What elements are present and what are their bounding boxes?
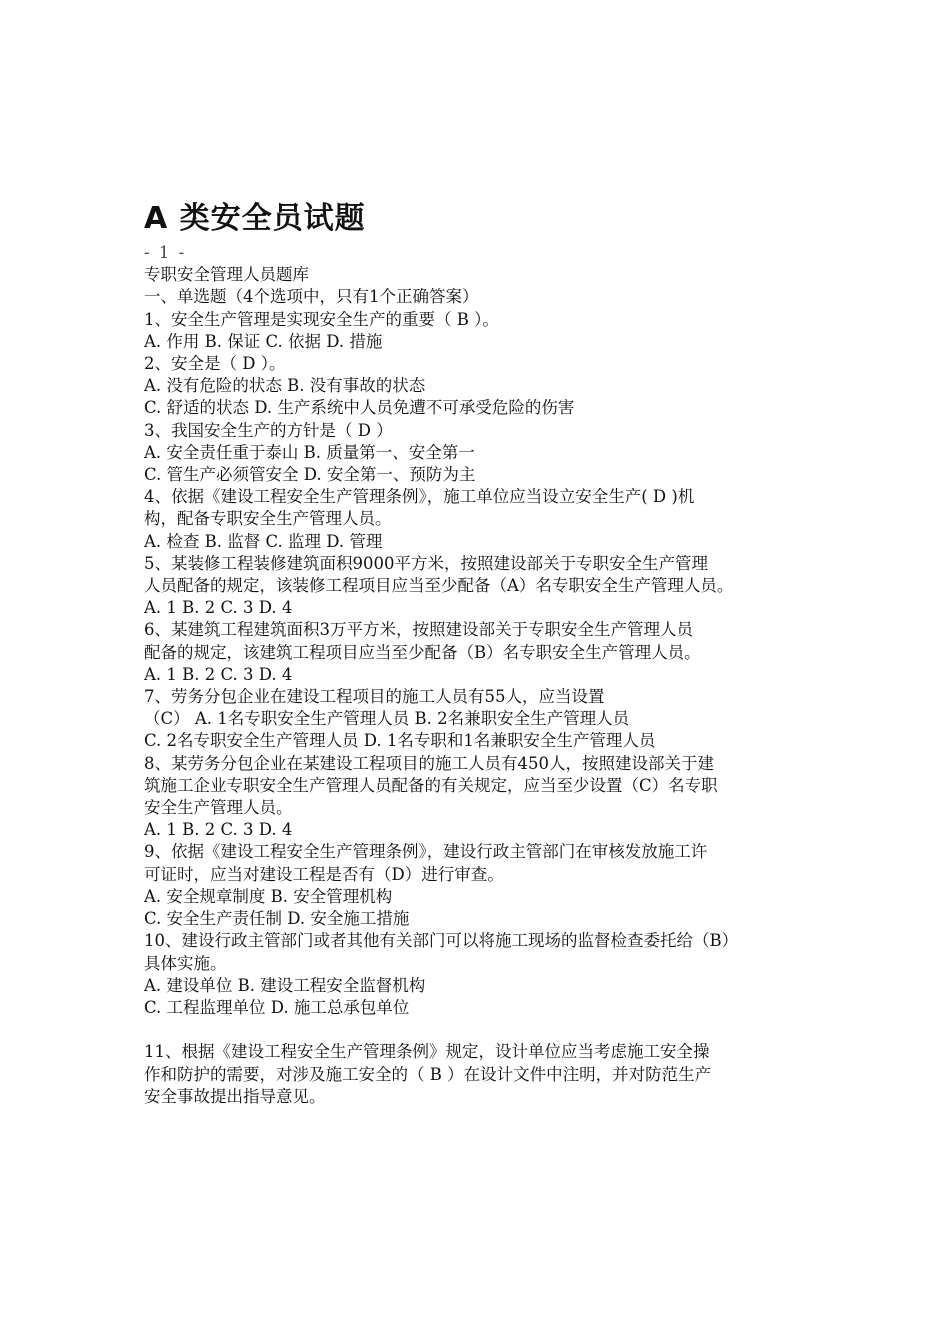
text-line: 可证时，应当对建设工程是否有（D）进行审查。	[144, 864, 504, 884]
text-line: 专职安全管理人员题库	[144, 265, 309, 285]
text-line: 5、某装修工程装修建筑面积9000平方米，按照建设部关于专职安全生产管理	[144, 553, 708, 573]
text-line: 构，配备专职安全生产管理人员。	[144, 509, 392, 529]
text-line: 安全事故提出指导意见。	[144, 1086, 326, 1106]
text-line: A. 安全责任重于泰山 B. 质量第一、安全第一	[144, 442, 475, 462]
document-title: A 类安全员试题	[144, 201, 366, 236]
text-line: C. 管生产必须管安全 D. 安全第一、预防为主	[144, 465, 476, 485]
text-line: 6、某建筑工程建筑面积3万平方米，按照建设部关于专职安全生产管理人员	[144, 620, 693, 640]
question-list	[144, 264, 824, 1108]
text-line: A. 检查 B. 监督 C. 监理 D. 管理	[144, 531, 383, 551]
text-line: C. 工程监理单位 D. 施工总承包单位	[144, 997, 410, 1017]
text-line: A. 1 B. 2 C. 3 D. 4	[144, 598, 293, 618]
text-line: 4、依据《建设工程安全生产管理条例》，施工单位应当设立安全生产( D )机	[144, 487, 695, 507]
text-line: 3、我国安全生产的方针是（ D ）	[144, 420, 393, 440]
text-line: 8、某劳务分包企业在某建设工程项目的施工人员有450人，按照建设部关于建	[144, 753, 714, 773]
document-page	[144, 196, 824, 1108]
text-line: A. 1 B. 2 C. 3 D. 4	[144, 820, 293, 840]
text-line: C. 安全生产责任制 D. 安全施工措施	[144, 909, 410, 929]
text-line: 9、依据《建设工程安全生产管理条例》，建设行政主管部门在审核发放施工许	[144, 842, 708, 862]
text-line: 具体实施。	[144, 953, 227, 973]
page-number: - 1 -	[144, 243, 187, 262]
text-line: 10、建设行政主管部门或者其他有关部门可以将施工现场的监督检查委托给（B）	[144, 931, 739, 951]
text-line: 筑施工企业专职安全生产管理人员配备的有关规定，应当至少设置（C）名专职	[144, 775, 718, 795]
text-line: 11、根据《建设工程安全生产管理条例》规定，设计单位应当考虑施工安全操	[144, 1042, 710, 1062]
text-line: 作和防护的需要，对涉及施工安全的（ B ）在设计文件中注明，并对防范生产	[144, 1064, 712, 1084]
text-line: A. 安全规章制度 B. 安全管理机构	[144, 886, 393, 906]
text-line: C. 2名专职安全生产管理人员 D. 1名专职和1名兼职安全生产管理人员	[144, 731, 656, 751]
text-line: （C） A. 1名专职安全生产管理人员 B. 2名兼职安全生产管理人员	[144, 709, 630, 729]
text-line: A. 建设单位 B. 建设工程安全监督机构	[144, 975, 426, 995]
text-line: 2、安全是（ D ）。	[144, 354, 286, 374]
text-line: 1、安全生产管理是实现安全生产的重要（ B ）。	[144, 309, 499, 329]
text-line: A. 没有危险的状态 B. 没有事故的状态	[144, 376, 426, 396]
text-line: 一、单选题（4个选项中，只有1个正确答案）	[144, 287, 479, 307]
text-line: 人员配备的规定，该装修工程项目应当至少配备（A）名专职安全生产管理人员。	[144, 576, 734, 596]
text-line: A. 1 B. 2 C. 3 D. 4	[144, 664, 293, 684]
text-line	[144, 1019, 824, 1041]
text-line: 配备的规定，该建筑工程项目应当至少配备（B）名专职安全生产管理人员。	[144, 642, 701, 662]
text-line: C. 舒适的状态 D. 生产系统中人员免遭不可承受危险的伤害	[144, 398, 575, 418]
text-line: 7、劳务分包企业在建设工程项目的施工人员有55人，应当设置	[144, 687, 605, 707]
text-line: A. 作用 B. 保证 C. 依据 D. 措施	[144, 331, 383, 351]
text-line: 安全生产管理人员。	[144, 798, 293, 818]
